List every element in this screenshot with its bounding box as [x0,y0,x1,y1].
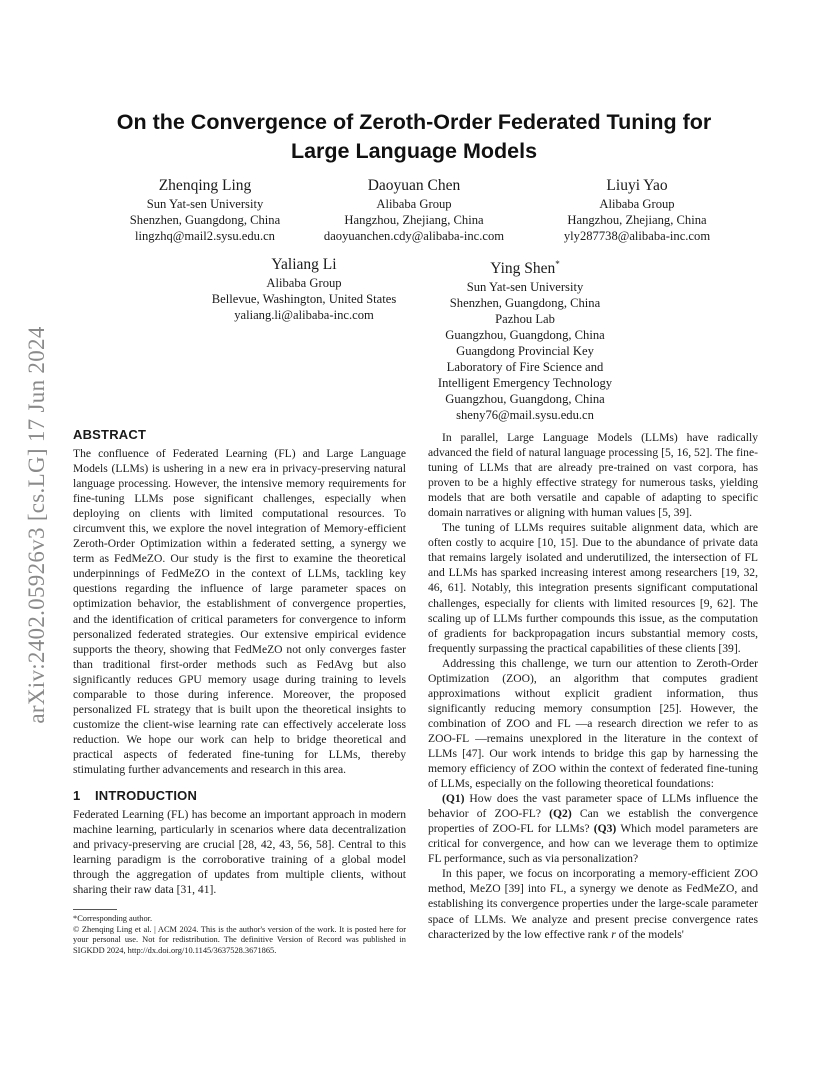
author-email: sheny76@mail.sysu.edu.cn [456,408,594,423]
author-block-5 [420,255,630,423]
footnotes [73,914,406,956]
author-block-2 [304,176,524,244]
question-text-q1: How does the vast parameter space of LLMs influence the behavior of ZOO-FL? [428,792,758,821]
paper-title [60,108,768,166]
author-affiliation: Guangdong Provincial Key [456,344,594,359]
left-column [73,427,406,956]
abstract-heading: ABSTRACT [73,427,147,442]
author-affiliation: Sun Yat-sen University [466,280,584,295]
question-label-q1: (Q1) [442,792,465,806]
question-label-q3: (Q3) [593,822,617,836]
author-name: Yaliang Li [271,256,337,273]
section-title: INTRODUCTION [95,788,198,804]
arxiv-identifier: arXiv:2402.05926v3 [cs.LG] 17 Jun 2024 [24,326,49,724]
question-label-q2: (Q2) [549,807,572,821]
right-column [428,430,758,942]
paragraph-text-end: of the models' [615,927,684,941]
author-name: Zhenqing Ling [158,177,252,194]
intro-paragraph-6 [428,866,758,941]
corresponding-author-mark: * [555,259,560,269]
author-affiliation: Guangzhou, Guangdong, China [445,392,605,407]
author-affiliation: Shenzhen, Guangdong, China [129,213,281,227]
paragraph-text: In this paper, we focus on incorporating a memory-efficient ZOO method, MeZO [39] into FL, a synergy we denote as FedMeZO, and establishing its convergence properties under the large-scale parameter space of LLMs. We analyze and present precise convergence rates characterized by the low effective rank [428,867,758,941]
author-name-text: Ying Shen [490,260,556,278]
author-block-4 [194,255,414,323]
author-affiliation: Shenzhen, Guangdong, China [449,296,601,311]
author-name: Daoyuan Chen [367,177,461,194]
author-email: yly287738@alibaba-inc.com [563,229,711,243]
author-affiliation: Guangzhou, Guangdong, China [445,328,605,343]
intro-paragraph-2: In parallel, Large Language Models (LLMs) have radically advanced the field of natural language processing [5, 16, 52]. The fine-tuning of LLMs that are already pre-trained on vast corpora, has proven to be a highly effective strategy for numerous tasks, yielding models that are both versatile and capable of adapting to specific domain narratives or aligning with human values [5, 39]. [428,431,758,520]
author-affiliation: Hangzhou, Zhejiang, China [567,213,707,227]
footnote-copyright: © Zhenqing Ling et al. | ACM 2024. This is the author's version of the work. It is posted here for your personal use. Not for redistribution. The definitive Version of Record was published in SIGKDD 2024, http://dx.doi.org/10.1145/3637528.3671865. [73,924,406,955]
author-affiliation: Bellevue, Washington, United States [211,292,397,306]
intro-paragraph-1: Federated Learning (FL) has become an important approach in modern machine learning, particularly in scenarios where data decentralization and privacy-preserving are crucial [28, 42, 43, 56, 58]. Central to this learning paradigm is the corroborative training of a global model through the aggregation of updates from multiple clients, without sharing their raw data [31, 41]. [73,808,406,897]
author-affiliation: Hangzhou, Zhejiang, China [344,213,484,227]
intro-paragraph-3: The tuning of LLMs requires suitable alignment data, which are often costly to acquire [10, 15]. Due to the abundance of private data that remains largely isolated and underutilized, the intersection of FL and LLMs has sparked increasing interest among researchers [19, 32, 46, 61]. Notably, this integration presents significant computational challenges, especially for clients with limited resources [9, 62]. The scaling up of LLMs further compounds this issue, as the computation of gradients for backpropagation incurs substantial memory costs, frequently surpassing the practical capabilities of these clients [39]. [428,521,758,655]
author-affiliation: Intelligent Emergency Technology [437,376,613,391]
author-affiliation: Sun Yat-sen University [146,197,264,211]
author-affiliation: Pazhou Lab [495,312,555,327]
section-number: 1 [73,788,81,804]
title-line-2: Large Language Models [290,139,538,163]
author-email: daoyuanchen.cdy@alibaba-inc.com [323,229,505,243]
abstract-text: The confluence of Federated Learning (FL) and Large Language Models (LLMs) is ushering in a new era in privacy-preserving natural language processing. However, the intensive memory requirements for fine-tuning LLMs pose significant challenges, especially when deploying on clients with limited computational resources. To circumvent this, we explore the novel integration of Memory-efficient Zeroth-Order Optimization within a federated setting, a synergy we term as FedMeZO. Our study is the first to examine the theoretical underpinnings of FedMeZO in the context of LLMs, tackling key questions regarding the influence of large parameter spaces on optimization behavior, the establishment of convergence properties, and the identification of critical parameters for convergence to inform personalized federated strategies. Our extensive empirical evidence supports the theory, showing that FedMeZO not only converges faster than traditional first-order methods such as FedAvg but also significantly reduces GPU memory usage during training to levels comparable to those during inference. Moreover, the proposed personalized FL strategy that is built upon the theoretical insights to customize the client-wise learning rate can effectively accelerate loss reduction. We hope our work can help to bridge theoretical and practical aspects of federated fine-tuning for LLMs, thereby stimulating further advancements and research in this area. [73,447,406,776]
author-name [420,255,630,278]
title-line-1: On the Convergence of Zeroth-Order Federated Tuning for [116,110,712,134]
question-text-q2: Can we establish the convergence properties of ZOO-FL for LLMs? [428,807,758,836]
research-questions [428,791,758,866]
math-symbol-r: r [611,927,616,941]
arxiv-sidebar-stamp [20,290,54,760]
author-email: yaliang.li@alibaba-inc.com [234,308,374,322]
author-block-1 [105,176,305,244]
author-email: lingzhq@mail2.sysu.edu.cn [135,229,275,243]
author-block-3 [537,176,737,244]
introduction-heading [73,788,406,804]
author-affiliation: Laboratory of Fire Science and [446,360,604,375]
footnote-corresponding: *Corresponding author. [73,914,153,924]
author-name: Liuyi Yao [606,177,668,194]
author-affiliation: Alibaba Group [376,197,452,211]
author-affiliation: Alibaba Group [266,276,342,290]
footnote-rule [73,909,117,910]
question-text-q3: Which model parameters are critical for convergence, and how can we leverage them to optimize FL performance, such as via personalization? [428,822,758,866]
intro-paragraph-4: Addressing this challenge, we turn our attention to Zeroth-Order Optimization (ZOO), an algorithm that computes gradient approximations without explicit gradient information, thus significantly reducing memory consumption [25]. However, the combination of ZOO and FL —a research direction we refer to as ZOO-FL —remains unexplored in the literature in the context of LLMs [47]. Our work intends to bridge this gap by harnessing the memory efficiency of ZOO within the context of federated fine-tuning of LLMs, especially on the following theoretical foundations: [428,656,758,791]
author-affiliation: Alibaba Group [599,197,675,211]
